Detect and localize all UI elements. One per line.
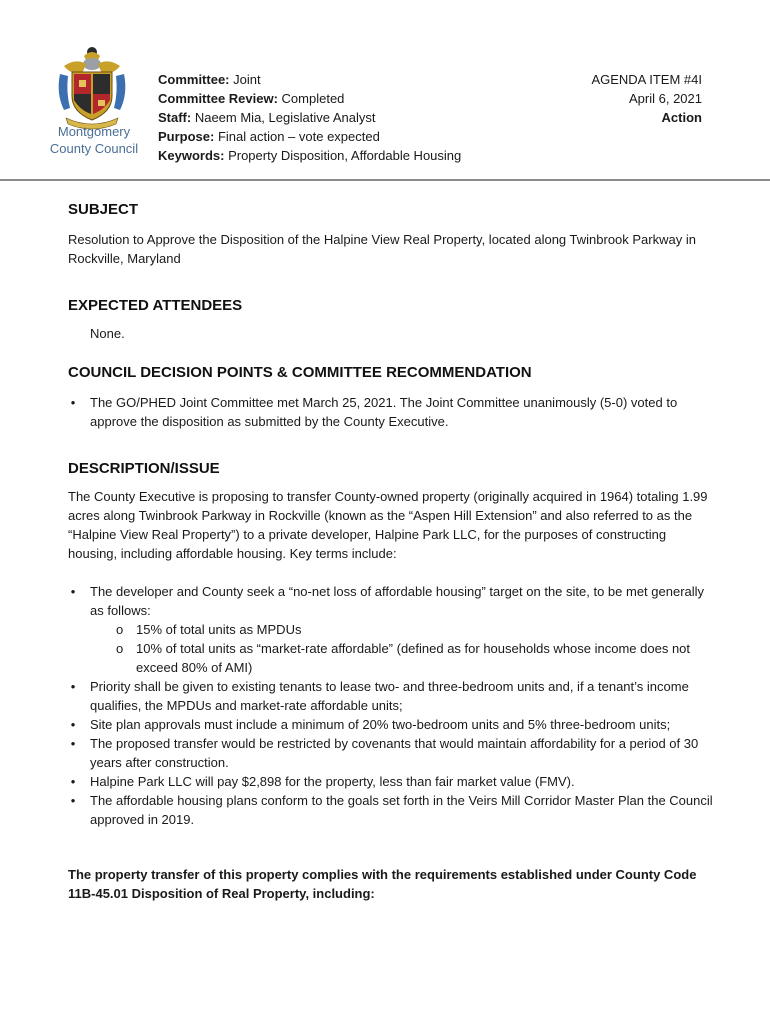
sub-bullet-glyph: o [116, 641, 124, 656]
attendees-text: None. [90, 326, 125, 341]
bullet-glyph: • [70, 793, 76, 808]
list-item: • Site plan approvals must include a minimum of 20% two-bedroom units and 5% three-bedroom units; [68, 715, 718, 734]
description-heading: DESCRIPTION/ISSUE [68, 460, 220, 477]
description-paragraph: The County Executive is proposing to transfer County-owned property (originally acquired in 1964) totaling 1.99 acres along Twinbrook Parkway in Rockville (known as the “Aspen Hill Extension” and also referred to as the “Halpine View Real Property”) to a private developer, Halpine Park LLC, for the purposes of constructing housing, including affordable housing. Key terms include: [68, 489, 708, 561]
meta-staff: Staff: Naeem Mia, Legislative Analyst [158, 110, 376, 125]
list-item: • The proposed transfer would be restricted by covenants that would maintain affordability for a period of 30 years after construction. [68, 734, 718, 772]
bullet-glyph: • [70, 736, 76, 751]
org-name [40, 123, 148, 157]
agenda-item-number: AGENDA ITEM #4I [591, 72, 702, 87]
agenda-date: April 6, 2021 [629, 91, 702, 106]
list-item: • The GO/PHED Joint Committee met March 25, 2021. The Joint Committee unanimously (5-0) voted to approve the disposition as submitted by the County Executive. [68, 393, 718, 431]
bullet-glyph: • [70, 717, 76, 732]
decision-heading: COUNCIL DECISION POINTS & COMMITTEE RECOMMENDATION [68, 364, 532, 381]
sub-list-item: o 10% of total units as “market-rate affordable” (defined as for households whose income does not exceed 80% of AMI) [116, 641, 691, 675]
sub-bullet-glyph: o [116, 622, 124, 637]
document-body [68, 200, 718, 903]
document-header [0, 0, 770, 182]
closing-statement: The property transfer of this property complies with the requirements established under County Code 11B-45.01 Disposition of Real Property, including: [68, 867, 697, 901]
subject-text: Resolution to Approve the Disposition of the Halpine View Real Property, located along Twinbrook Parkway in Rockville, Maryland [68, 232, 696, 266]
org-name-line2: County Council [49, 141, 139, 156]
org-name-line1: Montgomery [57, 124, 131, 139]
header-divider [0, 179, 770, 181]
list-item: • The affordable housing plans conform to the goals set forth in the Veirs Mill Corridor Master Plan the Council approved in 2019. [68, 791, 718, 829]
meta-keywords: Keywords: Property Disposition, Affordable Housing [158, 148, 462, 163]
agenda-block [591, 70, 702, 127]
bullet-glyph: • [70, 774, 76, 789]
bullet-glyph: • [70, 395, 76, 410]
meta-committee-review: Committee Review: Completed [158, 91, 345, 106]
meta-purpose: Purpose: Final action – vote expected [158, 129, 380, 144]
key-terms-list [68, 582, 718, 829]
list-item: • Priority shall be given to existing tenants to lease two- and three-bedroom units and, if a tenant’s income qualifies, the MPDUs and market-rate affordable units; [68, 677, 718, 715]
agenda-action: Action [661, 110, 702, 125]
sub-list [90, 620, 718, 677]
subject-heading: SUBJECT [68, 201, 139, 218]
list-item: • Halpine Park LLC will pay $2,898 for the property, less than fair market value (FMV). [68, 772, 718, 791]
bullet-glyph: • [70, 584, 76, 599]
decision-list [68, 393, 718, 431]
meta-committee: Committee: Joint [158, 72, 261, 87]
sub-list-item: o 15% of total units as MPDUs [116, 622, 302, 637]
bullet-glyph: • [70, 679, 76, 694]
meta-block [158, 70, 461, 165]
county-seal-logo [52, 44, 132, 130]
attendees-heading: EXPECTED ATTENDEES [68, 297, 243, 314]
list-item: • The developer and County seek a “no-net loss of affordable housing” target on the site, to be met generally as follows: o 15% of total units as MPDUs o 10% of total units as “market-rate affordable” (defined as for households whose income does not exceed 80% of AMI) [68, 582, 718, 677]
